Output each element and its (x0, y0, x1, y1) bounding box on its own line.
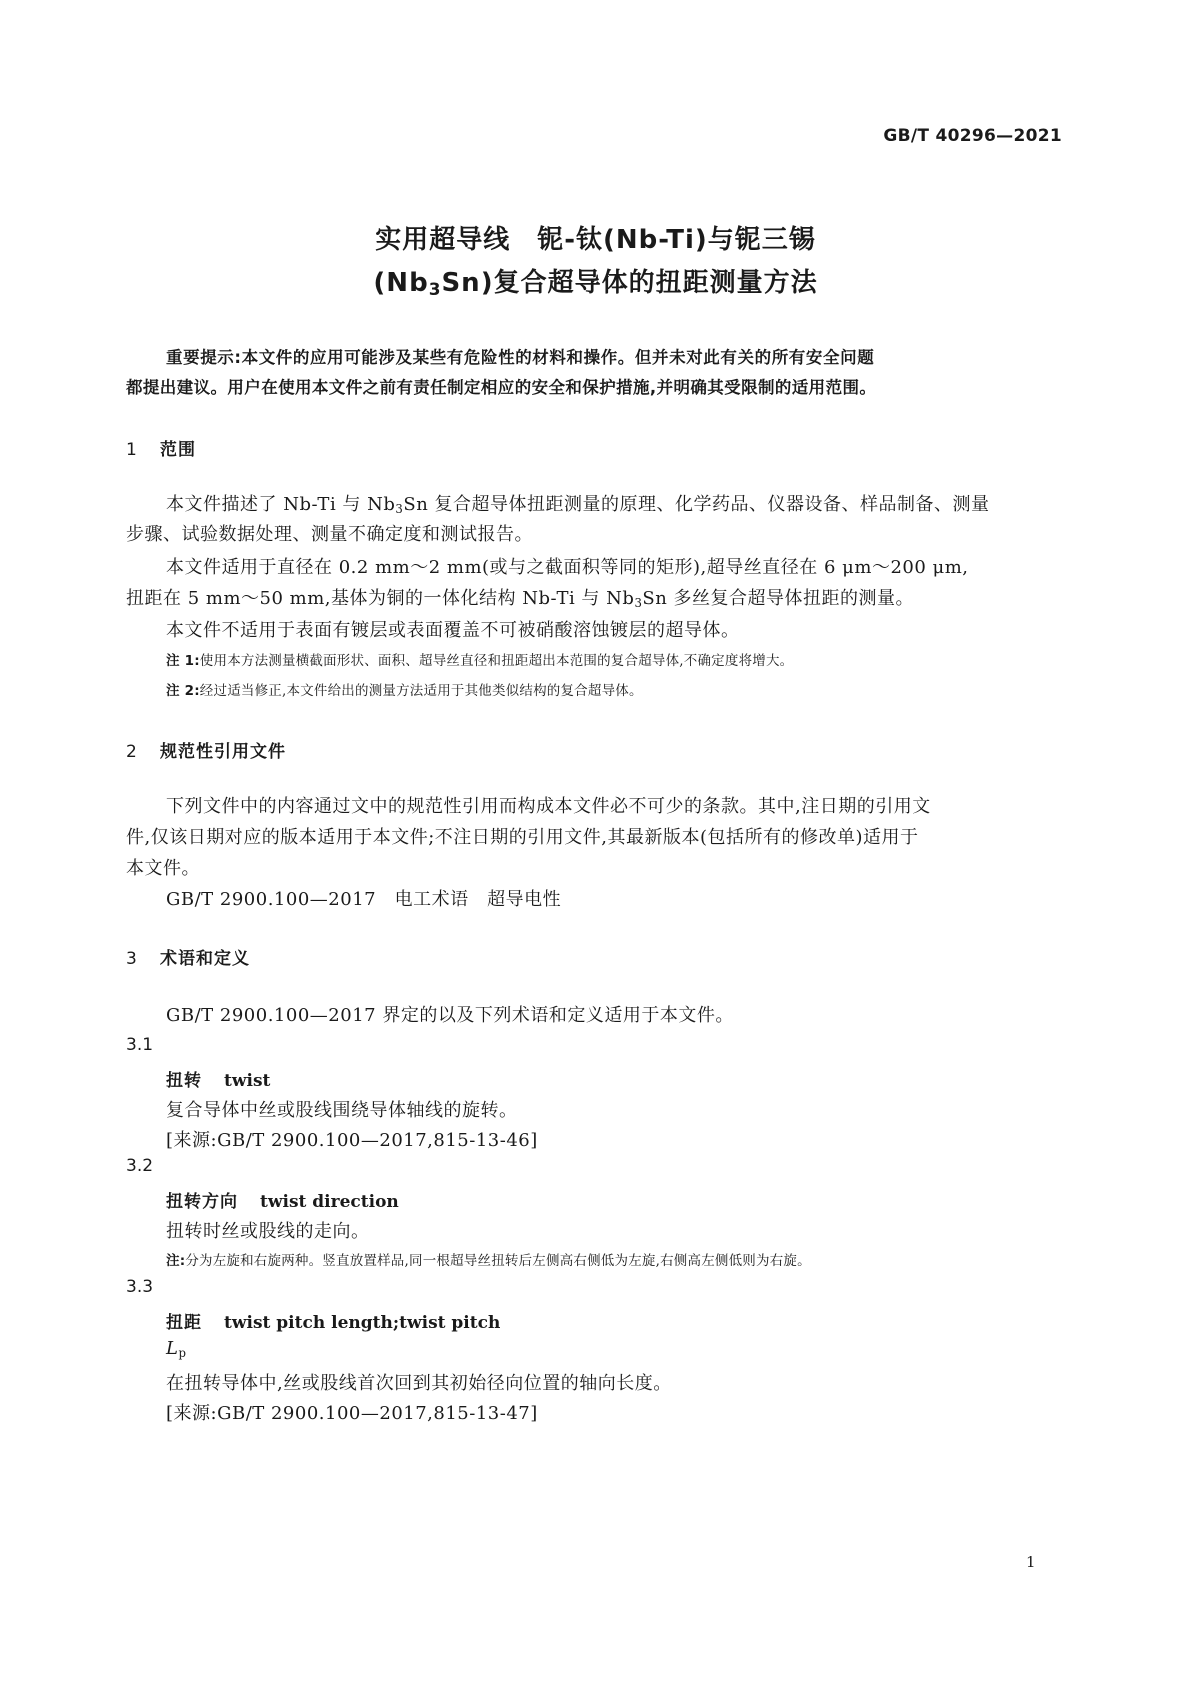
normative-reference-1: GB/T 2900.100—2017 电工术语 超导电性 (166, 889, 562, 910)
standard-number: GB/T 40296—2021 (883, 126, 1062, 146)
important-notice-line1: 重要提示:本文件的应用可能涉及某些有危险性的材料和操作。但并未对此有关的所有安全问题 (166, 348, 875, 367)
document-title-line1: 实用超导线 铌-钛(Nb-Ti)与铌三锡 (375, 225, 816, 255)
clause-3-2-definition: 扭转时丝或股线的走向。 (166, 1221, 370, 1242)
section-1-para1-line2: 步骤、试验数据处理、测量不确定度和测试报告。 (126, 524, 533, 545)
section-2-para-line3: 本文件。 (126, 858, 200, 879)
section-2-para-line1: 下列文件中的内容通过文中的规范性引用而构成本文件必不可少的条款。其中,注日期的引用文 (166, 796, 931, 817)
section-1-note1: 注 1:使用本方法测量横截面形状、面积、超导丝直径和扭距超出本范围的复合超导体,不确定度将增大。 (166, 653, 794, 669)
clause-3-1-source: [来源:GB/T 2900.100—2017,815-13-46] (166, 1130, 538, 1151)
clause-3-3-term: 扭距 twist pitch length;twist pitch (166, 1313, 501, 1333)
clause-3-1-number: 3.1 (126, 1035, 154, 1055)
clause-3-1-definition: 复合导体中丝或股线围绕导体轴线的旋转。 (166, 1100, 518, 1121)
section-1-heading: 1 范围 (126, 440, 196, 460)
section-3-heading: 3 术语和定义 (126, 949, 250, 969)
section-1-para2-line2: 扭距在 5 mm～50 mm,基体为铜的一体化结构 Nb-Ti 与 $Nb_3Sn$ 多丝复合超导体扭距的测量。 (126, 588, 915, 610)
clause-3-2-number: 3.2 (126, 1156, 154, 1176)
section-1-para3: 本文件不适用于表面有镀层或表面覆盖不可被硝酸溶蚀镀层的超导体。 (166, 620, 740, 641)
page-number: 1 (1026, 1553, 1036, 1571)
clause-3-2-note: 注:分为左旋和右旋两种。竖直放置样品,同一根超导丝扭转后左侧高右侧低为左旋,右侧高左侧低则为右旋。 (166, 1253, 811, 1269)
section-1-para2-line1: 本文件适用于直径在 0.2 mm～2 mm(或与之截面积等同的矩形),超导丝直径在 6 μm～200 μm, (166, 557, 969, 578)
clause-3-3-number: 3.3 (126, 1277, 154, 1297)
clause-3-3-symbol: $L_p$ (166, 1338, 187, 1360)
document-title-line2: $(Nb_3Sn)$复合超导体的扭距测量方法 (373, 268, 818, 300)
section-3-intro: GB/T 2900.100—2017 界定的以及下列术语和定义适用于本文件。 (166, 1005, 734, 1026)
important-notice-line2: 都提出建议。用户在使用本文件之前有责任制定相应的安全和保护措施,并明确其受限制的适用范围。 (126, 378, 877, 397)
clause-3-2-term: 扭转方向 twist direction (166, 1192, 399, 1212)
section-2-para-line2: 件,仅该日期对应的版本适用于本文件;不注日期的引用文件,其最新版本(包括所有的修改单)适用于 (126, 827, 919, 848)
clause-3-3-source: [来源:GB/T 2900.100—2017,815-13-47] (166, 1403, 538, 1424)
section-2-heading: 2 规范性引用文件 (126, 742, 286, 762)
clause-3-1-term: 扭转 twist (166, 1071, 271, 1091)
clause-3-3-definition: 在扭转导体中,丝或股线首次回到其初始径向位置的轴向长度。 (166, 1373, 672, 1394)
section-1-para1-line1: 本文件描述了 Nb-Ti 与 $Nb_3Sn$ 复合超导体扭距测量的原理、化学药品、仪器设备、样品制备、测量 (166, 494, 990, 516)
section-1-note2: 注 2:经过适当修正,本文件给出的测量方法适用于其他类似结构的复合超导体。 (166, 683, 643, 699)
